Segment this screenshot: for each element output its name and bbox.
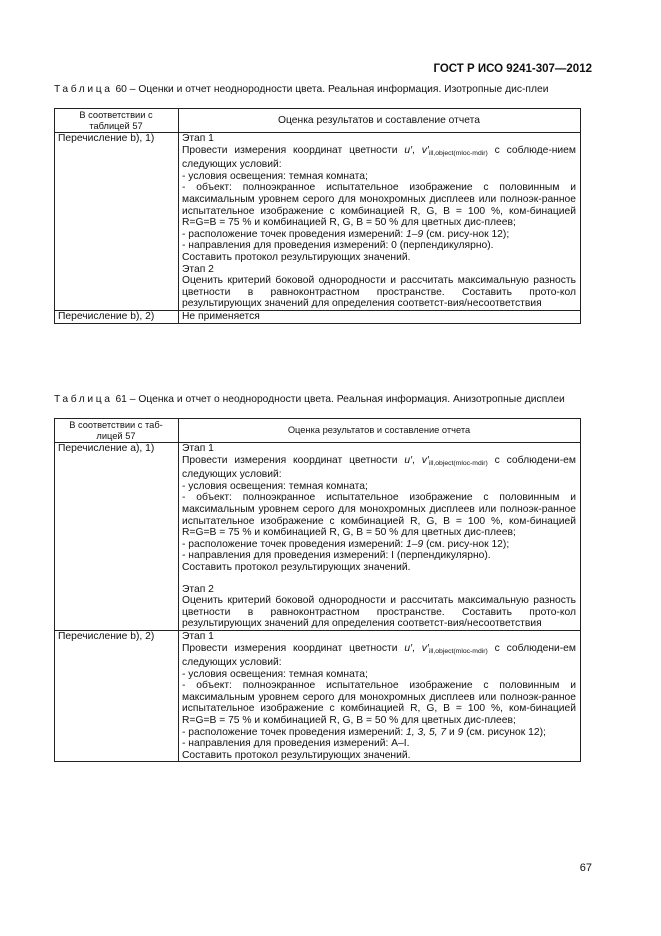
measure-text: Провести измерения координат цветности <box>182 454 405 466</box>
subscript: ill,object(mloc-mdir) <box>428 459 488 467</box>
stage-2-title: Этап 2 <box>182 263 214 275</box>
table-60-row1-content <box>179 133 581 311</box>
table-61-caption-text: 61 – Оценка и отчет о неоднородности цвета. Реальная информация. Анизотропные дисплеи <box>112 394 565 405</box>
table-row <box>55 310 581 323</box>
table-row <box>55 630 581 762</box>
measurement-points <box>182 229 576 241</box>
table-61-caption <box>54 394 581 406</box>
points-last-number: 9 <box>457 726 464 738</box>
test-object-condition: - объект: полноэкранное испытательное изображение с половинным и максимальным уровнем серого для монохромных дисплеев или полноэк-ранное испытательное изображение с комбинацией R, G, B = 100 %, ком-бинацией R=G=B = 75 % и комбинацией R, G, B = 50 % для цветных дис-плеев; <box>182 492 576 539</box>
report-instruction: Составить протокол результирующих значений. <box>182 749 411 761</box>
points-numbers: 1–9 <box>406 538 424 550</box>
document-standard-header: ГОСТ Р ИСО 9241-307—2012 <box>433 63 592 75</box>
symbol-separator: , <box>412 144 422 156</box>
symbol-separator: , <box>412 642 422 654</box>
measurement-instruction <box>182 643 576 669</box>
stage-1-title: Этап 1 <box>182 630 214 642</box>
page-number: 67 <box>579 862 592 874</box>
table-60-row2-ref: Перечисление b), 2) <box>55 310 179 323</box>
measure-conditions-text: с соблюде-нием следующих условий: <box>182 144 576 171</box>
report-instruction: Составить протокол результирующих значений. <box>182 251 411 263</box>
table-61-row2-ref: Перечисление b), 2) <box>55 630 179 762</box>
u-prime-symbol: u′ <box>404 454 413 466</box>
table-61-col1-header: В соответствии с таб-лицей 57 <box>55 419 179 443</box>
points-figure-ref: (см. рису-нок 12); <box>423 228 510 240</box>
stage-2-title: Этап 2 <box>182 583 214 595</box>
measure-text: Провести измерения координат цветности <box>182 642 405 654</box>
stage-2-text: Оценить критерий боковой однородности и рассчитать максимальную разность цветности в равноконтрастном пространстве. Составить прото-кол результирующих значений для определения соответст-вия/несоответствия <box>182 275 576 310</box>
stage-1-title: Этап 1 <box>182 443 214 454</box>
table-60-caption-lead: Таблица <box>54 84 113 95</box>
table-60-row2-content: Не применяется <box>179 310 581 323</box>
test-object-condition: - объект: полноэкранное испытательное изображение с половинным и максимальным уровнем серого для монохромных дисплеев или полноэк-ранное испытательное изображение с комбинацией R, G, B = 100 %, ком-бинацией R=G=B = 75 % и комбинацией R, G, B = 50 % для цветных дис-плеев; <box>182 182 576 229</box>
lighting-condition: - условия освещения: темная комната; <box>182 480 368 492</box>
table-61-header-row <box>55 419 581 443</box>
table-61-row1-content <box>179 443 581 631</box>
points-figure-ref: (см. рису-нок 12); <box>423 538 510 550</box>
v-prime-symbol: v′ <box>421 144 429 156</box>
measurement-directions: - направления для проведения измерений: A–I. <box>182 738 410 750</box>
spacer <box>182 574 576 584</box>
table-60-caption <box>54 84 581 96</box>
table-61-row2-content <box>179 630 581 762</box>
table-row <box>55 133 581 311</box>
measurement-points <box>182 727 576 739</box>
points-text: - расположение точек проведения измерений: <box>182 538 407 550</box>
table-61 <box>54 418 581 762</box>
points-numbers: 1–9 <box>406 228 424 240</box>
measurement-directions: - направления для проведения измерений: I (перпендикулярно). <box>182 550 491 562</box>
points-text: - расположение точек проведения измерений: <box>182 228 407 240</box>
symbol-separator: , <box>412 454 422 466</box>
table-60 <box>54 108 581 324</box>
table-60-header-row <box>55 109 581 133</box>
report-instruction: Составить протокол результирующих значений. <box>182 561 411 573</box>
table-60-col1-header: В соответствии с таблицей 57 <box>55 109 179 133</box>
measurement-instruction <box>182 455 576 481</box>
table-60-row1-ref: Перечисление b), 1) <box>55 133 179 311</box>
table-60-caption-text: 60 – Оценки и отчет неоднородности цвета. Реальная информация. Изотропные дис-плеи <box>112 84 549 95</box>
lighting-condition: - условия освещения: темная комната; <box>182 668 368 680</box>
v-prime-symbol: v′ <box>421 454 429 466</box>
stage-1-title: Этап 1 <box>182 133 214 144</box>
stage-2-text: Оценить критерий боковой однородности и рассчитать максимальную разность цветности в равноконтрастном пространстве. Составить прото-кол результирующих значений для определения соответст-вия/несоответствия <box>182 595 576 630</box>
table-60-col2-header: Оценка результатов и составление отчета <box>179 109 581 133</box>
measure-text: Провести измерения координат цветности <box>182 144 405 156</box>
points-text: - расположение точек проведения измерений: <box>182 726 407 738</box>
lighting-condition: - условия освещения: темная комната; <box>182 170 368 182</box>
measure-conditions-text: с соблюдени-ем следующих условий: <box>182 642 576 669</box>
test-object-condition: - объект: полноэкранное испытательное изображение с половинным и максимальным уровнем серого для монохромных дисплеев или полноэк-ранное испытательное изображение с комбинацией R, G, B = 100 %, ком-бинацией R=G=B = 75 % и комбинацией R, G, B = 50 % для цветных дис-плеев; <box>182 680 576 727</box>
measurement-instruction <box>182 145 576 171</box>
measurement-directions: - направления для проведения измерений: 0 (перпендикулярно). <box>182 240 494 252</box>
points-conjunction: и <box>446 726 458 738</box>
subscript: ill,object(mloc-mdir) <box>428 647 488 655</box>
u-prime-symbol: u′ <box>404 144 413 156</box>
table-row <box>55 443 581 631</box>
points-numbers: 1, 3, 5, 7 <box>406 726 447 738</box>
measure-conditions-text: с соблюдени-ем следующих условий: <box>182 454 576 481</box>
subscript: ill,object(mloc-mdir) <box>428 149 488 157</box>
measurement-points <box>182 539 576 551</box>
u-prime-symbol: u′ <box>404 642 413 654</box>
v-prime-symbol: v′ <box>421 642 429 654</box>
table-61-col2-header: Оценка результатов и составление отчета <box>179 419 581 443</box>
points-figure-ref: (см. рисунок 12); <box>463 726 546 738</box>
table-61-caption-lead: Таблица <box>54 394 113 405</box>
table-61-row1-ref: Перечисление a), 1) <box>55 443 179 631</box>
